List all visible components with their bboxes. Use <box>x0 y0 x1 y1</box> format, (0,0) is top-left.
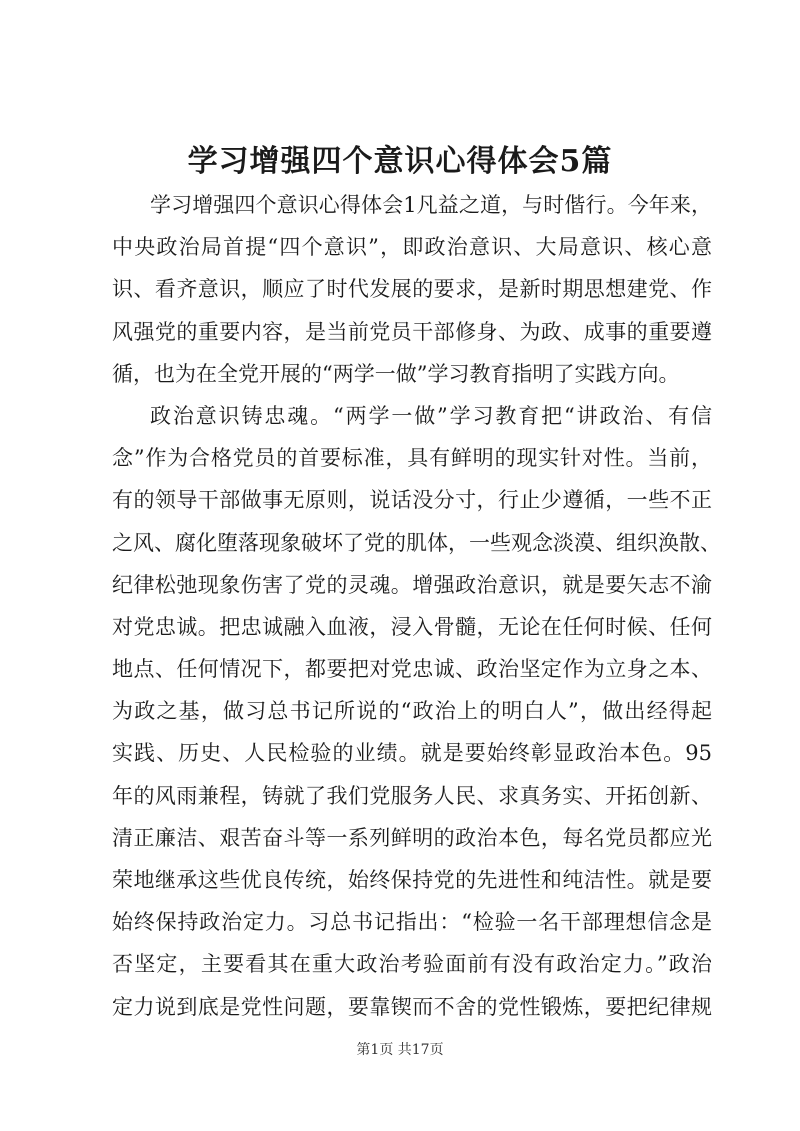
paragraph-line: 之风、腐化堕落现象破坏了党的肌体，一些观念淡漠、组织涣散、 <box>112 530 721 555</box>
paragraph-line: 念”作为合格党员的首要标准，具有鲜明的现实针对性。当前， <box>112 446 712 471</box>
paragraph-line: 有的领导干部做事无原则，说话没分寸，行止少遵循，一些不正 <box>112 488 712 513</box>
page-footer: 第1页 共17页 <box>356 1042 444 1058</box>
paragraph-line: 否坚定，主要看其在重大政治考验面前有没有政治定力。”政治 <box>112 952 712 977</box>
document-body <box>112 184 721 1028</box>
paragraph-line: 循，也为在全党开展的“两学一做”学习教育指明了实践方向。 <box>112 361 680 386</box>
paragraph-line: 对党忠诚。把忠诚融入血液，浸入骨髓，无论在任何时候、任何 <box>112 614 712 639</box>
paragraph-line: 为政之基，做习总书记所说的“政治上的明白人”，做出经得起 <box>112 699 712 724</box>
paragraph-line: 风强党的重要内容，是当前党员干部修身、为政、成事的重要遵 <box>112 319 712 344</box>
document-title: 学习增强四个意识心得体会5篇 <box>187 144 613 179</box>
paragraph-line: 政治意识铸忠魂。“两学一做”学习教育把“讲政治、有信 <box>150 403 712 428</box>
paragraph-line: 中央政治局首提“四个意识”，即政治意识、大局意识、核心意 <box>112 235 712 260</box>
paragraph-line: 荣地继承这些优良传统，始终保持党的先进性和纯洁性。就是要 <box>112 868 712 892</box>
paragraph-line: 定力说到底是党性问题，要靠锲而不舍的党性锻炼，要把纪律规 <box>112 994 712 1019</box>
paragraph-line: 地点、任何情况下，都要把对党忠诚、政治坚定作为立身之本、 <box>112 657 712 682</box>
paragraph-line: 实践、历史、人民检验的业绩。就是要始终彰显政治本色。95 <box>112 741 712 766</box>
paragraph-line: 识、看齐意识，顺应了时代发展的要求，是新时期思想建党、作 <box>112 277 712 302</box>
paragraph-line: 学习增强四个意识心得体会1凡益之道，与时偕行。今年来， <box>150 193 712 217</box>
paragraph-line: 年的风雨兼程，铸就了我们党服务人民、求真务实、开拓创新、 <box>112 783 712 808</box>
paragraph-line: 始终保持政治定力。习总书记指出：“检验一名干部理想信念是 <box>112 910 712 935</box>
paragraph-line: 清正廉洁、艰苦奋斗等一系列鲜明的政治本色，每名党员都应光 <box>112 825 712 850</box>
paragraph-line: 纪律松弛现象伤害了党的灵魂。增强政治意识，就是要矢志不渝 <box>112 572 712 597</box>
